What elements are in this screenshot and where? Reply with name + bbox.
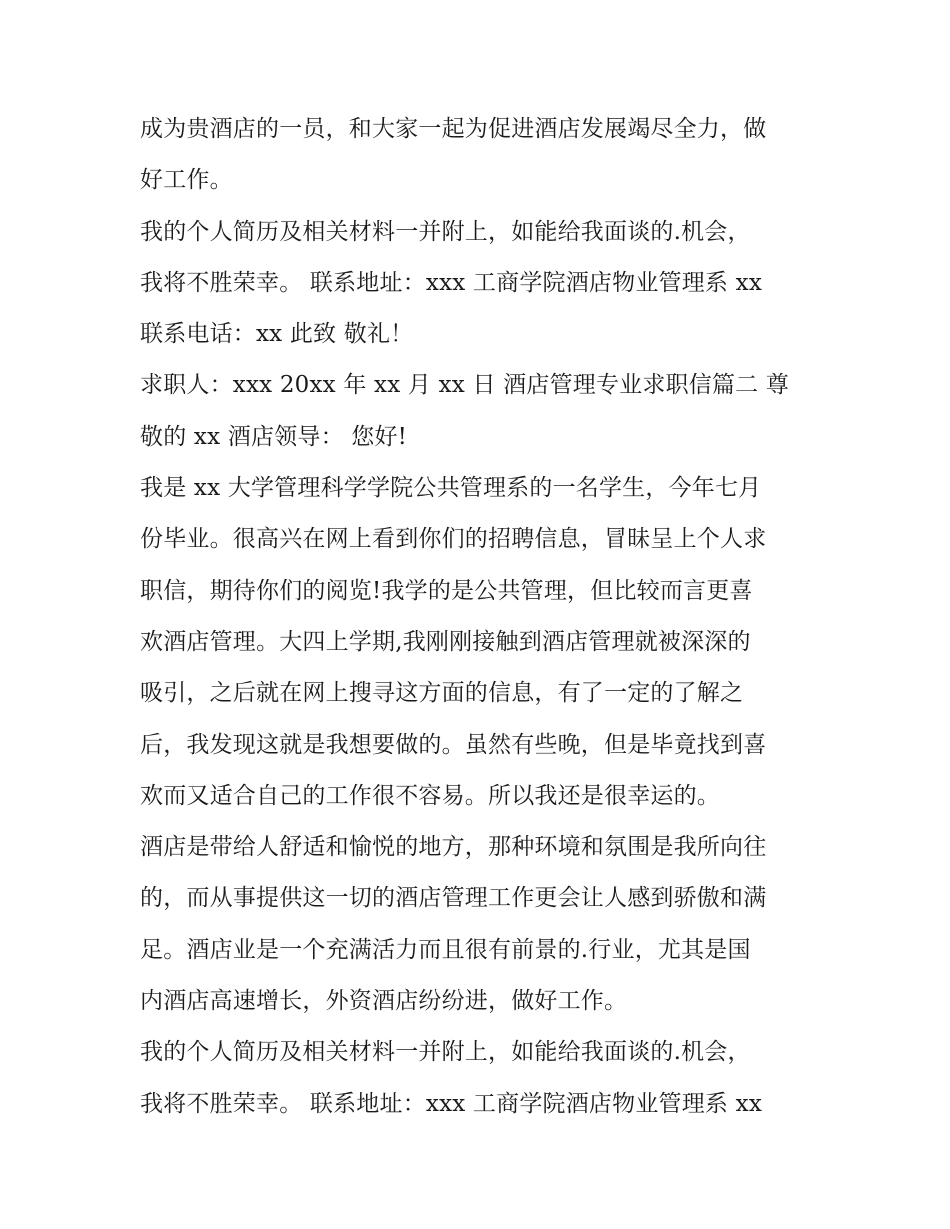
text-line: 我的个人简历及相关材料一并附上，如能给我面谈的.机会， xyxy=(140,218,751,245)
text-line: 份毕业。很高兴在网上看到你们的招聘信息，冒昧呈上个人求 xyxy=(140,526,767,553)
text-line: 我的个人简历及相关材料一并附上，如能给我面谈的.机会， xyxy=(140,1039,751,1066)
text-line: 欢酒店管理。大四上学期,我刚刚接触到酒店管理就被深深的 xyxy=(140,628,751,655)
text-line: 我将不胜荣幸。 联系地址：xxx 工商学院酒店物业管理系 xx xyxy=(140,269,762,296)
text-line: 欢而又适合自己的工作很不容易。所以我还是很幸运的。 xyxy=(140,782,720,809)
text-line: 后，我发现这就是我想要做的。虽然有些晚，但是毕竟找到喜 xyxy=(140,731,767,758)
text-line: 足。酒店业是一个充满活力而且很有前景的.行业，尤其是国 xyxy=(140,936,751,963)
text-line: 职信，期待你们的阅览!我学的是公共管理，但比较而言更喜 xyxy=(140,577,753,604)
text-line: 成为贵酒店的一员，和大家一起为促进酒店发展竭尽全力，做 xyxy=(140,116,767,142)
text-line: 好工作。 xyxy=(140,167,233,194)
text-line: 我将不胜荣幸。 联系地址：xxx 工商学院酒店物业管理系 xx xyxy=(140,1090,762,1117)
text-line: 求职人：xxx 20xx 年 xx 月 xx 日 酒店管理专业求职信篇二 尊 xyxy=(140,372,790,399)
text-line: 内酒店高速增长，外资酒店纷纷进，做好工作。 xyxy=(140,988,628,1015)
text-line: 的，而从事提供这一切的酒店管理工作更会让人感到骄傲和满 xyxy=(140,885,767,912)
text-line: 敬的 xx 酒店领导： 您好! xyxy=(140,423,408,450)
document-page xyxy=(140,104,820,1130)
text-line: 吸引，之后就在网上搜寻这方面的信息，有了一定的了解之 xyxy=(140,680,744,707)
text-line: 联系电话：xx 此致 敬礼！ xyxy=(140,321,414,348)
text-line: 我是 xx 大学管理科学学院公共管理系的一名学生，今年七月 xyxy=(140,475,762,502)
text-line: 酒店是带给人舒适和愉悦的地方，那种环境和氛围是我所向往 xyxy=(140,834,767,861)
